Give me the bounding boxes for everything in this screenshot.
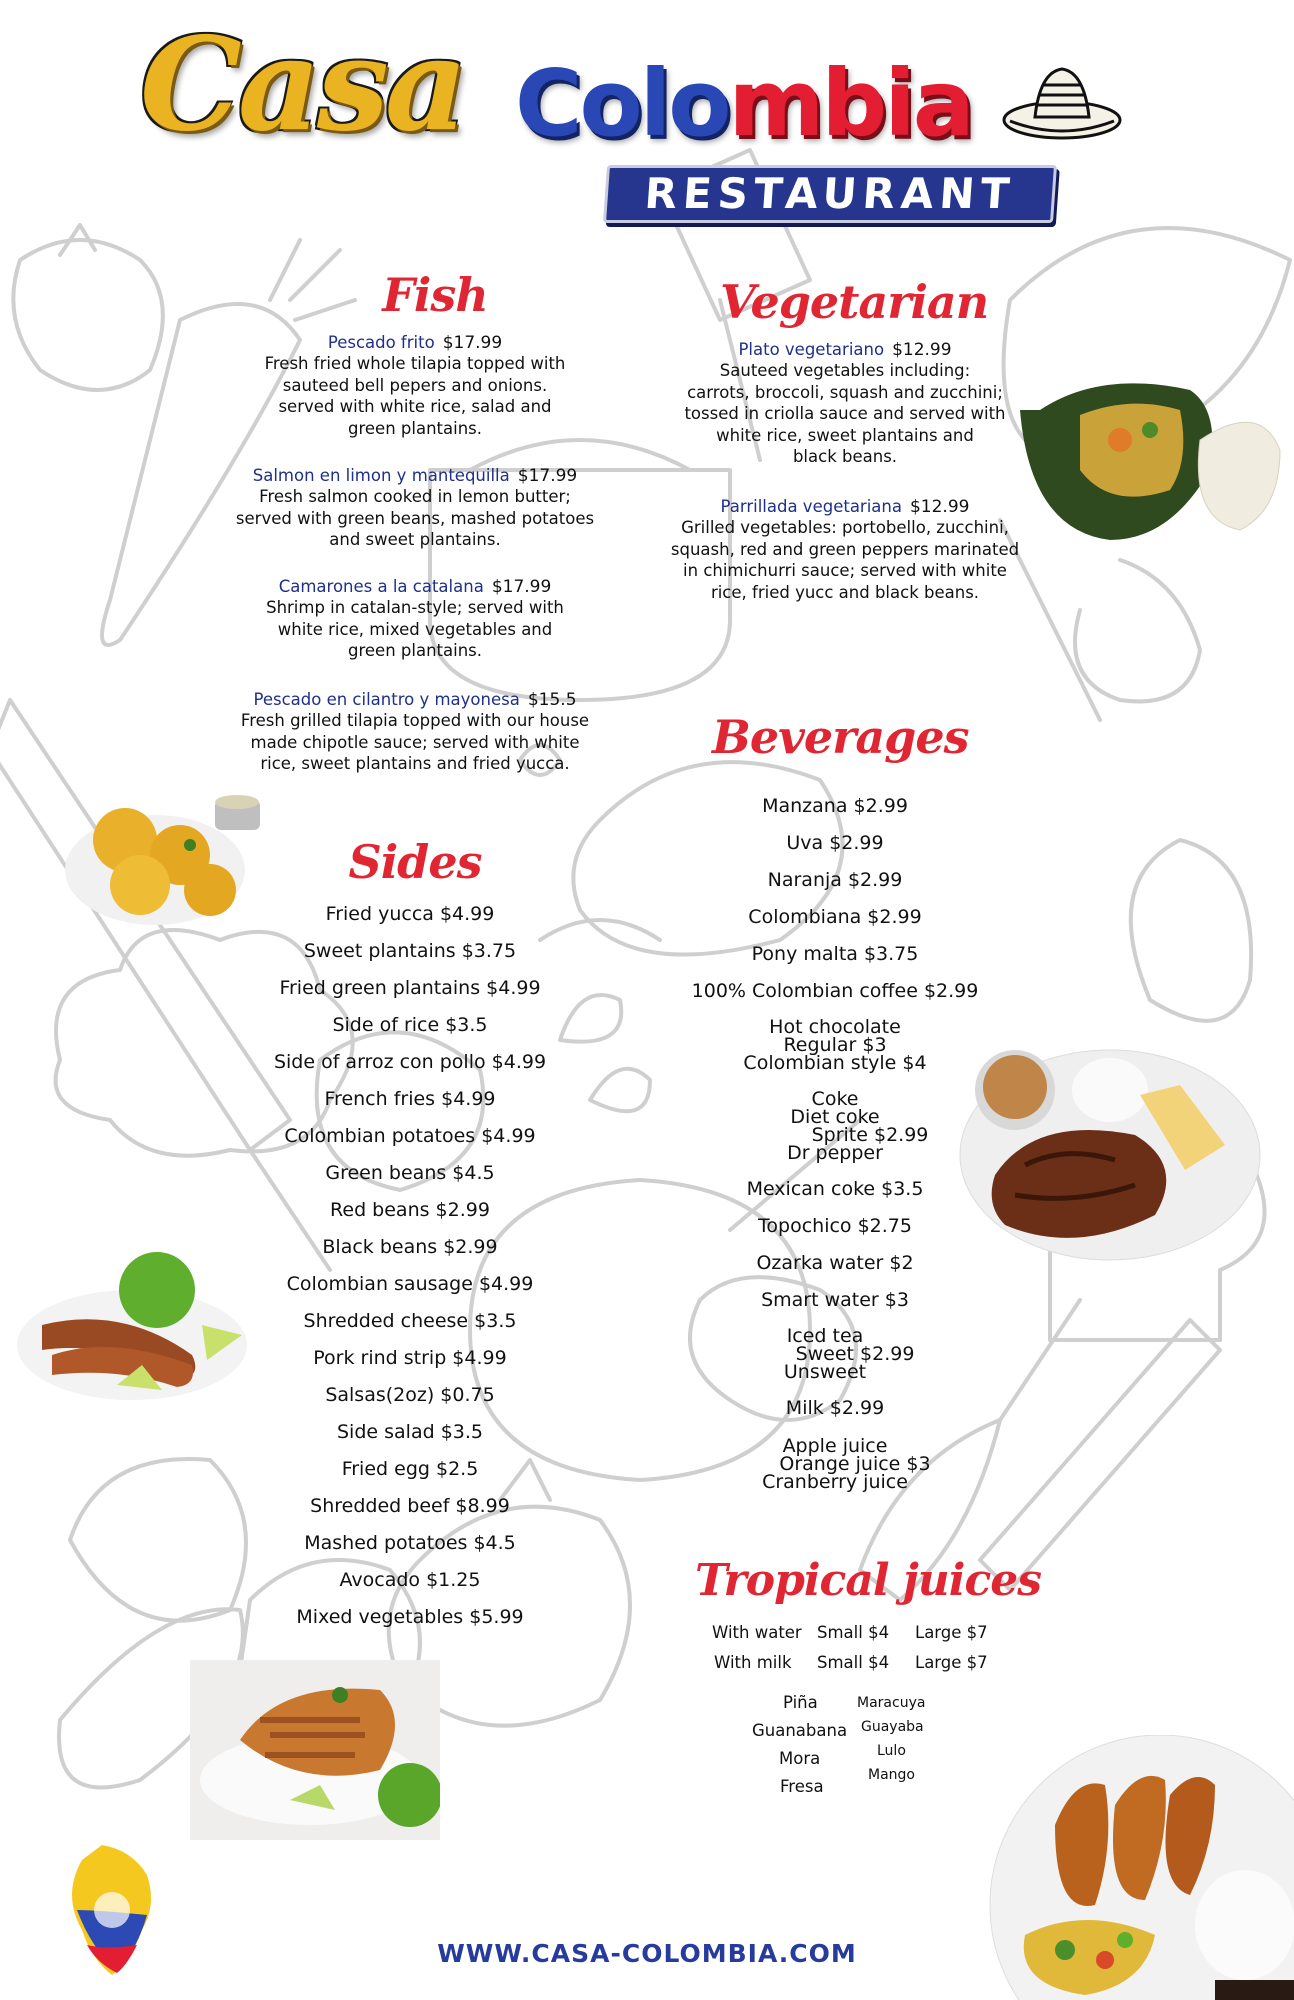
beverage-milk: Milk $2.99 bbox=[785, 1397, 885, 1419]
beverage-item: Uva $2.99 bbox=[786, 832, 884, 854]
side-item: Colombian potatoes $4.99 bbox=[284, 1125, 536, 1147]
flavor-item: Mango bbox=[868, 1767, 915, 1783]
flavor-item: Mora bbox=[779, 1749, 821, 1768]
dish-name: Camarones a la catalana bbox=[278, 577, 484, 596]
soda-diet-coke: Diet coke bbox=[790, 1106, 880, 1128]
fish-heading: Fish bbox=[382, 268, 488, 322]
dish-description-line: rice, sweet plantains and fried yucca. bbox=[260, 754, 570, 773]
dish-description-line: Grilled vegetables: portobello, zucchini, bbox=[681, 518, 1009, 537]
beverage-item: Naranja $2.99 bbox=[767, 869, 903, 891]
dish-description-line: green plantains. bbox=[348, 641, 482, 660]
beverages-heading: Beverages bbox=[712, 710, 969, 764]
dish-description-line: served with white rice, salad and bbox=[278, 397, 552, 416]
side-item: Fried green plantains $4.99 bbox=[279, 977, 541, 999]
side-item: Shredded beef $8.99 bbox=[310, 1495, 510, 1517]
dish-description-line: served with green beans, mashed potatoes bbox=[235, 508, 595, 528]
flavor-item: Guayaba bbox=[861, 1719, 924, 1735]
flavor-item: Fresa bbox=[780, 1777, 824, 1796]
dish-description-line: rice, fried yucc and black beans. bbox=[710, 582, 980, 602]
side-item: Side of rice $3.5 bbox=[332, 1014, 488, 1036]
sausage-photo bbox=[12, 1245, 257, 1410]
logo-colombia-blue: Colo bbox=[515, 50, 729, 157]
website-url: WWW.CASA-COLOMBIA.COM bbox=[437, 1939, 857, 1968]
side-item: Fried yucca $4.99 bbox=[325, 903, 495, 925]
dish-price: $17.99 bbox=[517, 466, 578, 486]
dish-description-line: Fresh salmon cooked in lemon butter; bbox=[259, 487, 571, 506]
side-item: Red beans $2.99 bbox=[330, 1199, 490, 1221]
dish-name: Salmon en limon y mantequilla bbox=[252, 466, 510, 485]
side-item: Side of arroz con pollo $4.99 bbox=[273, 1051, 547, 1073]
dish-description-line: white rice, sweet plantains and bbox=[716, 425, 974, 445]
dish-description-line: Shrimp in catalan-style; served with bbox=[266, 598, 564, 617]
side-item: Mashed potatoes $4.5 bbox=[304, 1532, 516, 1554]
side-item: Sweet plantains $3.75 bbox=[303, 940, 517, 962]
beverage-item: 100% Colombian coffee $2.99 bbox=[691, 980, 979, 1002]
soda-sprite: Sprite $2.99 bbox=[811, 1124, 929, 1146]
dish-name: Pescado frito bbox=[327, 333, 435, 352]
juice-apple: Apple juice bbox=[782, 1435, 888, 1457]
tamale-photo bbox=[1020, 370, 1292, 550]
logo-casa-text: Casa bbox=[140, 10, 464, 160]
restaurant-logo bbox=[140, 10, 1080, 225]
tropical-row-label: With milk bbox=[714, 1653, 792, 1672]
sides-heading: Sides bbox=[348, 835, 482, 889]
iced-tea-unsweet: Unsweet bbox=[783, 1361, 867, 1383]
dish-description-line: white rice, mixed vegetables and bbox=[277, 619, 553, 639]
dish-description-line: tossed in criolla sauce and served with bbox=[684, 404, 1006, 423]
tropical-juices-heading: Tropical juices bbox=[695, 1555, 1042, 1606]
iced-tea-sweet: Sweet $2.99 bbox=[795, 1343, 915, 1365]
side-item: Side salad $3.5 bbox=[337, 1421, 483, 1443]
juice-orange: Orange juice $3 bbox=[779, 1453, 931, 1475]
side-item: Pork rind strip $4.99 bbox=[313, 1347, 507, 1369]
dish-pescado-cilantro bbox=[205, 690, 625, 775]
dish-plato-vegetariano bbox=[675, 340, 1015, 468]
dish-description-line: green plantains. bbox=[348, 418, 482, 438]
dish-description-line: made chipotle sauce; served with white bbox=[250, 732, 580, 752]
dish-name: Plato vegetariano bbox=[738, 340, 885, 359]
dish-description-line: and sweet plantains. bbox=[329, 530, 501, 549]
soda-coke: Coke bbox=[811, 1088, 859, 1110]
beverage-item: Smart water $3 bbox=[761, 1289, 909, 1311]
tropical-row-small: Small $4 bbox=[817, 1653, 890, 1672]
tropical-row-large: Large $7 bbox=[915, 1653, 988, 1672]
iced-tea-title: Iced tea bbox=[786, 1325, 864, 1347]
hot-chocolate-regular: Regular $3 bbox=[783, 1034, 887, 1056]
side-item: French fries $4.99 bbox=[324, 1088, 496, 1110]
dish-name: Pescado en cilantro y mayonesa bbox=[253, 690, 520, 709]
dish-camarones bbox=[215, 577, 615, 662]
side-item: Green beans $4.5 bbox=[325, 1162, 495, 1184]
logo-restaurant-banner: RESTAURANT bbox=[603, 165, 1057, 223]
beverage-item: Mexican coke $3.5 bbox=[746, 1178, 924, 1200]
sombrero-hat-icon bbox=[1000, 65, 1125, 145]
side-item: Colombian sausage $4.99 bbox=[286, 1273, 534, 1295]
soda-dr-pepper: Dr pepper bbox=[787, 1142, 883, 1164]
beverage-item: Manzana $2.99 bbox=[762, 795, 908, 817]
dish-price: $17.99 bbox=[491, 577, 552, 597]
dish-description-line: in chimichurri sauce; served with white bbox=[683, 561, 1007, 580]
flavor-item: Lulo bbox=[877, 1743, 906, 1759]
tropical-row-small: Small $4 bbox=[817, 1623, 890, 1642]
flavor-item: Maracuya bbox=[857, 1695, 926, 1711]
dish-price: $15.5 bbox=[527, 690, 577, 710]
side-item: Fried egg $2.5 bbox=[341, 1458, 479, 1480]
dish-description-line: squash, red and green peppers marinated bbox=[670, 539, 1020, 559]
dish-description-line: black beans. bbox=[792, 447, 898, 466]
chicharron-photo bbox=[190, 1660, 440, 1840]
flavor-item: Guanabana bbox=[752, 1721, 848, 1740]
beverage-item: Colombiana $2.99 bbox=[748, 906, 922, 928]
beverage-item: Ozarka water $2 bbox=[756, 1252, 914, 1274]
dish-description-line: Sauteed vegetables including: bbox=[719, 361, 971, 380]
dish-price: $12.99 bbox=[892, 340, 952, 360]
side-item: Shredded cheese $3.5 bbox=[303, 1310, 517, 1332]
dish-description-line: sauteed bell pepers and onions. bbox=[282, 375, 548, 395]
hot-chocolate-colombian: Colombian style $4 bbox=[743, 1052, 927, 1074]
juice-cranberry: Cranberry juice bbox=[762, 1471, 908, 1493]
dish-name: Parrillada vegetariana bbox=[720, 497, 902, 516]
beverage-item: Pony malta $3.75 bbox=[751, 943, 919, 965]
tropical-row-large: Large $7 bbox=[915, 1623, 988, 1642]
side-item: Avocado $1.25 bbox=[339, 1569, 481, 1591]
vegetarian-heading: Vegetarian bbox=[720, 275, 989, 329]
dish-pescado-frito bbox=[215, 333, 615, 439]
flavor-item: Piña bbox=[783, 1693, 818, 1712]
dish-description-line: carrots, broccoli, squash and zucchini; bbox=[687, 382, 1003, 402]
grilled-chicken-photo bbox=[955, 1035, 1265, 1265]
dish-parrillada-vegetariana bbox=[670, 497, 1020, 603]
tropical-row-label: With water bbox=[712, 1623, 802, 1642]
dish-description-line: Fresh grilled tilapia topped with our house bbox=[240, 711, 590, 730]
dish-salmon bbox=[205, 466, 625, 551]
beverage-item: Topochico $2.75 bbox=[758, 1215, 912, 1237]
side-item: Mixed vegetables $5.99 bbox=[296, 1606, 524, 1628]
side-item: Salsas(2oz) $0.75 bbox=[325, 1384, 495, 1406]
hot-chocolate-title: Hot chocolate bbox=[769, 1016, 901, 1038]
dish-description-line: Fresh fried whole tilapia topped with bbox=[264, 354, 566, 373]
logo-colombia-text bbox=[515, 50, 972, 157]
dish-price: $12.99 bbox=[909, 497, 970, 517]
dish-price: $17.99 bbox=[442, 333, 503, 353]
side-item: Black beans $2.99 bbox=[322, 1236, 498, 1258]
logo-colombia-red: mbia bbox=[728, 50, 972, 157]
